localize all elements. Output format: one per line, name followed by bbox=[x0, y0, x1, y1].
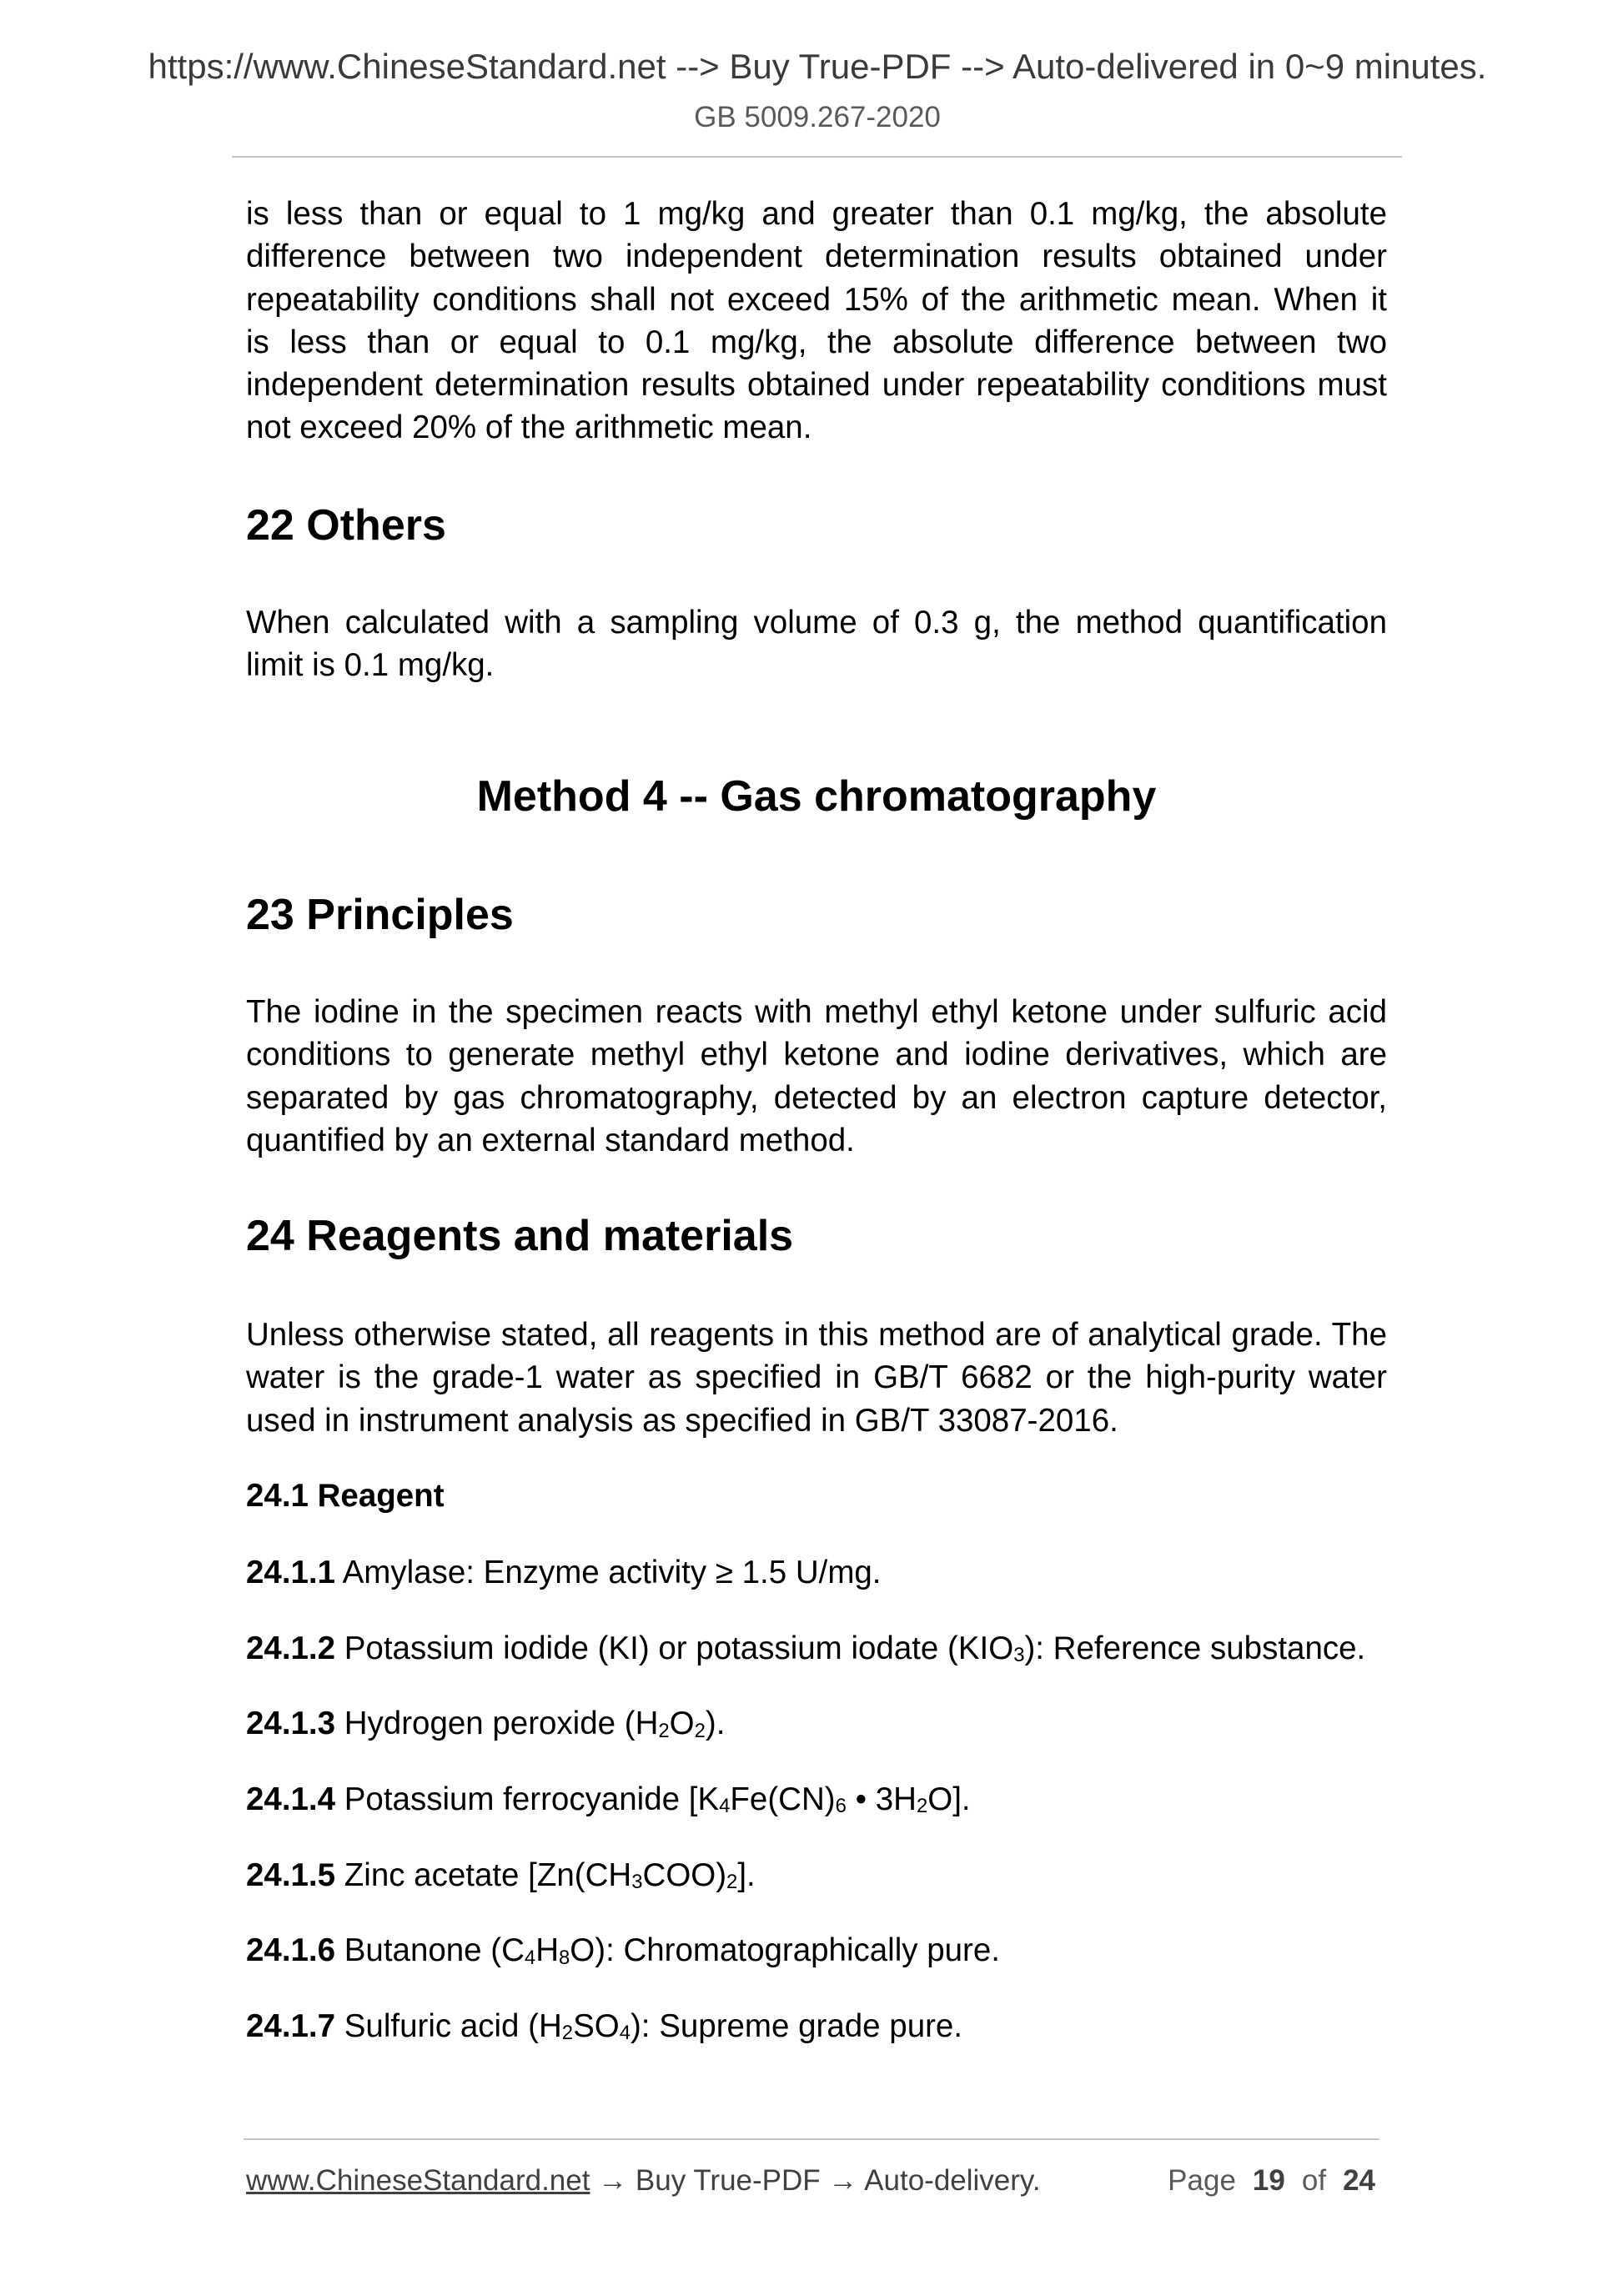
list-item bbox=[246, 1702, 1387, 1745]
header-banner: https://www.ChineseStandard.net --> Buy True-PDF --> Auto-delivered in 0~9 minutes. bbox=[148, 47, 1487, 86]
item-text: Zinc acetate [Zn(CH bbox=[344, 1856, 632, 1893]
subscript: 2 bbox=[726, 1871, 738, 1894]
subscript: 2 bbox=[658, 1719, 670, 1742]
section-heading-24: 24 Reagents and materials bbox=[246, 1212, 794, 1260]
text-line: separated by gas chromatography, detected by an electron capture detector, bbox=[246, 1079, 1387, 1116]
text-line: limit is 0.1 mg/kg. bbox=[246, 647, 495, 684]
item-number: 24.1.3 bbox=[246, 1706, 336, 1742]
item-number: 24.1.7 bbox=[246, 2008, 336, 2045]
subscript: 3 bbox=[1013, 1644, 1025, 1667]
item-text: Amylase: Enzyme activity ≥ 1.5 U/mg. bbox=[342, 1555, 882, 1590]
of-label: of bbox=[1301, 2164, 1327, 2197]
text-line: is less than or equal to 0.1 mg/kg, the absolute difference between two bbox=[246, 324, 1387, 360]
list-item bbox=[246, 2005, 1387, 2047]
item-text: ): Supreme grade pure. bbox=[630, 2008, 963, 2045]
method-title: Method 4 -- Gas chromatography bbox=[476, 772, 1157, 821]
item-number: 24.1.2 bbox=[246, 1630, 336, 1666]
item-text: ). bbox=[705, 1706, 726, 1742]
subscript: 2 bbox=[561, 2022, 574, 2045]
section-22-paragraph bbox=[246, 601, 1387, 687]
item-text: O bbox=[669, 1706, 695, 1742]
item-text: Sulfuric acid (H bbox=[344, 2008, 562, 2045]
subscript: 4 bbox=[524, 1946, 536, 1969]
item-number: 24.1.1 bbox=[246, 1555, 336, 1590]
subscript: 2 bbox=[694, 1719, 706, 1742]
text-line: independent determination results obtained under repeatability conditions must bbox=[246, 367, 1387, 404]
item-text: H bbox=[535, 1932, 560, 1969]
list-item bbox=[246, 1627, 1387, 1670]
text-line: is less than or equal to 1 mg/kg and greater than 0.1 mg/kg, the absolute bbox=[246, 196, 1387, 232]
text-line: quantified by an external standard method. bbox=[246, 1122, 855, 1158]
section-24-paragraph bbox=[246, 1314, 1387, 1442]
list-item bbox=[246, 1854, 1387, 1897]
item-text: Potassium iodide (KI) or potassium iodate (KIO bbox=[344, 1630, 1014, 1666]
page-label: Page bbox=[1168, 2164, 1236, 2197]
section-23-paragraph bbox=[246, 991, 1387, 1162]
reagent-list bbox=[246, 1551, 1387, 2081]
subscript: 6 bbox=[835, 1795, 847, 1818]
text-line: repeatability conditions shall not exceed 15% of the arithmetic mean. When it bbox=[246, 281, 1387, 318]
text-line: Unless otherwise stated, all reagents in this method are of analytical grade. The bbox=[246, 1317, 1387, 1353]
text-line: The iodine in the specimen reacts with methyl ethyl ketone under sulfuric acid bbox=[246, 994, 1387, 1030]
text-line: not exceed 20% of the arithmetic mean. bbox=[246, 409, 812, 446]
item-text: SO bbox=[573, 2008, 620, 2045]
subsection-heading-24-1: 24.1 Reagent bbox=[246, 1478, 445, 1514]
current-page: 19 bbox=[1252, 2164, 1285, 2197]
item-number: 24.1.4 bbox=[246, 1781, 336, 1818]
text-line: water is the grade-1 water as specified in GB/T 6682 or the high-purity water bbox=[246, 1359, 1387, 1396]
item-text: Potassium ferrocyanide [K bbox=[344, 1781, 720, 1818]
text-line: When calculated with a sampling volume of 0.3 g, the method quantification bbox=[246, 605, 1387, 641]
subscript: 2 bbox=[916, 1795, 928, 1818]
text-line: used in instrument analysis as specified in GB/T 33087-2016. bbox=[246, 1402, 1118, 1439]
list-item bbox=[246, 1929, 1387, 1972]
text-line: conditions to generate methyl ethyl ketone and iodine derivatives, which are bbox=[246, 1037, 1387, 1073]
item-text: COO) bbox=[642, 1856, 727, 1893]
item-text: ]. bbox=[737, 1856, 756, 1893]
item-text: O): Chromatographically pure. bbox=[570, 1932, 1000, 1969]
section-heading-22: 22 Others bbox=[246, 501, 446, 550]
subscript: 4 bbox=[719, 1795, 731, 1818]
header-divider bbox=[232, 156, 1402, 158]
item-text: Fe(CN) bbox=[730, 1781, 836, 1818]
footer-promo bbox=[246, 2163, 1041, 2199]
site-link[interactable]: www.ChineseStandard.net bbox=[246, 2164, 590, 2197]
list-item bbox=[246, 1551, 1387, 1594]
item-text: Hydrogen peroxide (H bbox=[344, 1706, 659, 1742]
footer-promo-text: → Buy True-PDF → Auto-delivery. bbox=[598, 2164, 1041, 2197]
page-number bbox=[1168, 2163, 1375, 2199]
text-line: difference between two independent determination results obtained under bbox=[246, 239, 1387, 275]
subscript: 4 bbox=[619, 2022, 631, 2045]
item-text: • 3H bbox=[846, 1781, 917, 1818]
subscript: 8 bbox=[559, 1946, 570, 1969]
item-text: O]. bbox=[927, 1781, 971, 1818]
subscript: 3 bbox=[631, 1871, 643, 1894]
total-pages: 24 bbox=[1343, 2164, 1375, 2197]
item-text: ): Reference substance. bbox=[1024, 1630, 1366, 1666]
item-number: 24.1.5 bbox=[246, 1856, 336, 1893]
item-number: 24.1.6 bbox=[246, 1932, 336, 1969]
footer-divider bbox=[244, 2138, 1379, 2140]
section-heading-23: 23 Principles bbox=[246, 891, 514, 939]
continuation-paragraph bbox=[246, 193, 1387, 450]
list-item bbox=[246, 1778, 1387, 1821]
standard-code: GB 5009.267-2020 bbox=[694, 101, 941, 133]
item-text: Butanone (C bbox=[344, 1932, 525, 1969]
